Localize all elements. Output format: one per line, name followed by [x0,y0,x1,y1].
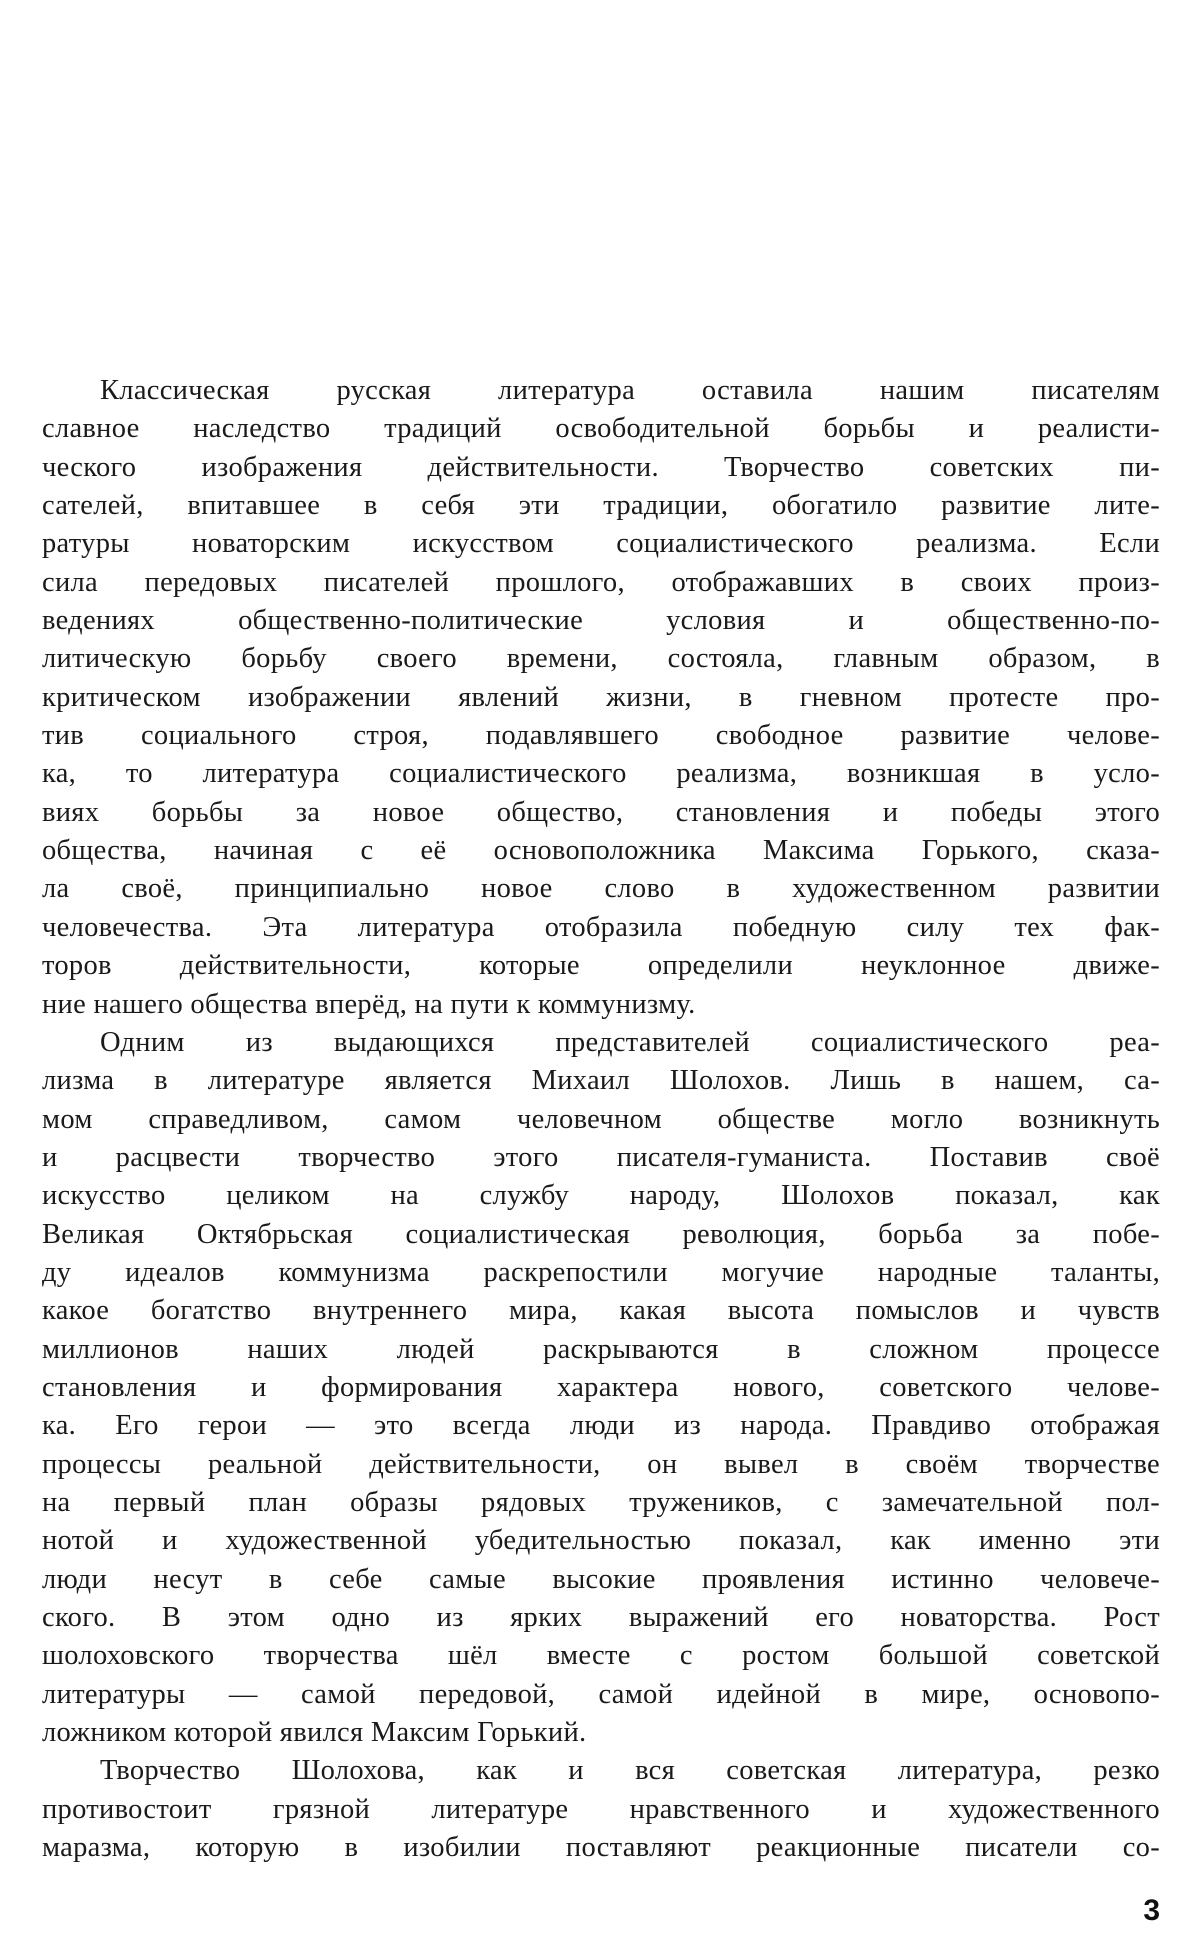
paragraph-1-line: ратуры новаторским искусством социалистического реализма. Если [42,528,1160,560]
paragraph-2-line: ложником которой явился Максим Горький. [42,1717,587,1749]
paragraph-2-line: становления и формирования характера нового, советского челове- [42,1371,1160,1403]
paragraph-3-line: противостоит грязной литературе нравственного и художественного [42,1793,1160,1825]
paragraph-1-line: виях борьбы за новое общество, становления и победы этого [42,796,1160,828]
paragraph-1-line: сила передовых писателей прошлого, отображавших в своих произ- [42,566,1160,598]
paragraph-1-line: ние нашего общества вперёд, на пути к коммунизму. [42,988,696,1020]
paragraph-2-line: Великая Октябрьская социалистическая революция, борьба за побе- [42,1218,1160,1250]
paragraph-2-line: ду идеалов коммунизма раскрепостили могучие народные таланты, [42,1256,1160,1288]
paragraph-2-line: литературы — самой передовой, самой идейной в мире, основопо- [42,1678,1160,1710]
paragraph-1-line: общества, начиная с её основоположника Максима Горького, сказа- [42,835,1160,867]
paragraph-2-line: Одним из выдающихся представителей социалистического реа- [100,1026,1160,1058]
paragraph-2-line: искусство целиком на службу народу, Шолохов показал, как [42,1180,1160,1212]
paragraph-3-line: маразма, которую в изобилии поставляют реакционные писатели со- [42,1832,1160,1864]
paragraph-1-line: ведениях общественно-политические условия и общественно-по- [42,605,1160,637]
paragraph-1-line: человечества. Эта литература отобразила победную силу тех фак- [42,911,1160,943]
paragraph-2-line: мом справедливом, самом человечном обществе могло возникнуть [42,1103,1160,1135]
paragraph-3-line: Творчество Шолохова, как и вся советская литература, резко [100,1755,1160,1787]
paragraph-2-line: шолоховского творчества шёл вместе с ростом большой советской [42,1640,1160,1672]
paragraph-2-line: лизма в литературе является Михаил Шолохов. Лишь в нашем, са- [42,1065,1160,1097]
paragraph-1-line: тив социального строя, подавлявшего свободное развитие челове- [42,720,1160,752]
paragraph-2-line: миллионов наших людей раскрываются в сложном процессе [42,1333,1160,1365]
paragraph-2-line: ского. В этом одно из ярких выражений его новаторства. Рост [42,1602,1160,1633]
paragraph-1-line: Классическая русская литература оставила нашим писателям [100,375,1160,406]
page-number: 3 [1143,1894,1160,1927]
paragraph-1-line: критическом изображении явлений жизни, в гневном протесте про- [42,681,1160,713]
paragraph-1-line: сателей, впитавшее в себя эти традиции, обогатило развитие лите- [42,490,1160,522]
paragraph-1-line: торов действительности, которые определили неуклонное движе- [42,950,1160,982]
paragraph-1-line: славное наследство традиций освободительной борьбы и реалисти- [42,413,1160,445]
paragraph-1-line: ческого изображения действительности. Творчество советских пи- [42,451,1160,483]
paragraph-2-line: и расцвести творчество этого писателя-гуманиста. Поставив своё [42,1141,1160,1173]
paragraph-2-line: нотой и художественной убедительностью показал, как именно эти [42,1525,1160,1557]
body-text [42,372,1160,1867]
paragraph-1-line: литическую борьбу своего времени, состояла, главным образом, в [42,643,1160,675]
paragraph-1-line: ка, то литература социалистического реализма, возникшая в усло- [42,758,1160,790]
paragraph-2-line: на первый план образы рядовых тружеников, с замечательной пол- [42,1486,1160,1518]
paragraph-2-line: люди несут в себе самые высокие проявления истинно человече- [42,1563,1160,1595]
paragraph-2-line: процессы реальной действительности, он вывел в своём творчестве [42,1448,1160,1480]
paragraph-2-line: какое богатство внутреннего мира, какая высота помыслов и чувств [42,1295,1160,1327]
paragraph-2-line: ка. Его герои — это всегда люди из народа. Правдиво отображая [42,1410,1160,1442]
paragraph-1-line: ла своё, принципиально новое слово в художественном развитии [42,873,1160,905]
